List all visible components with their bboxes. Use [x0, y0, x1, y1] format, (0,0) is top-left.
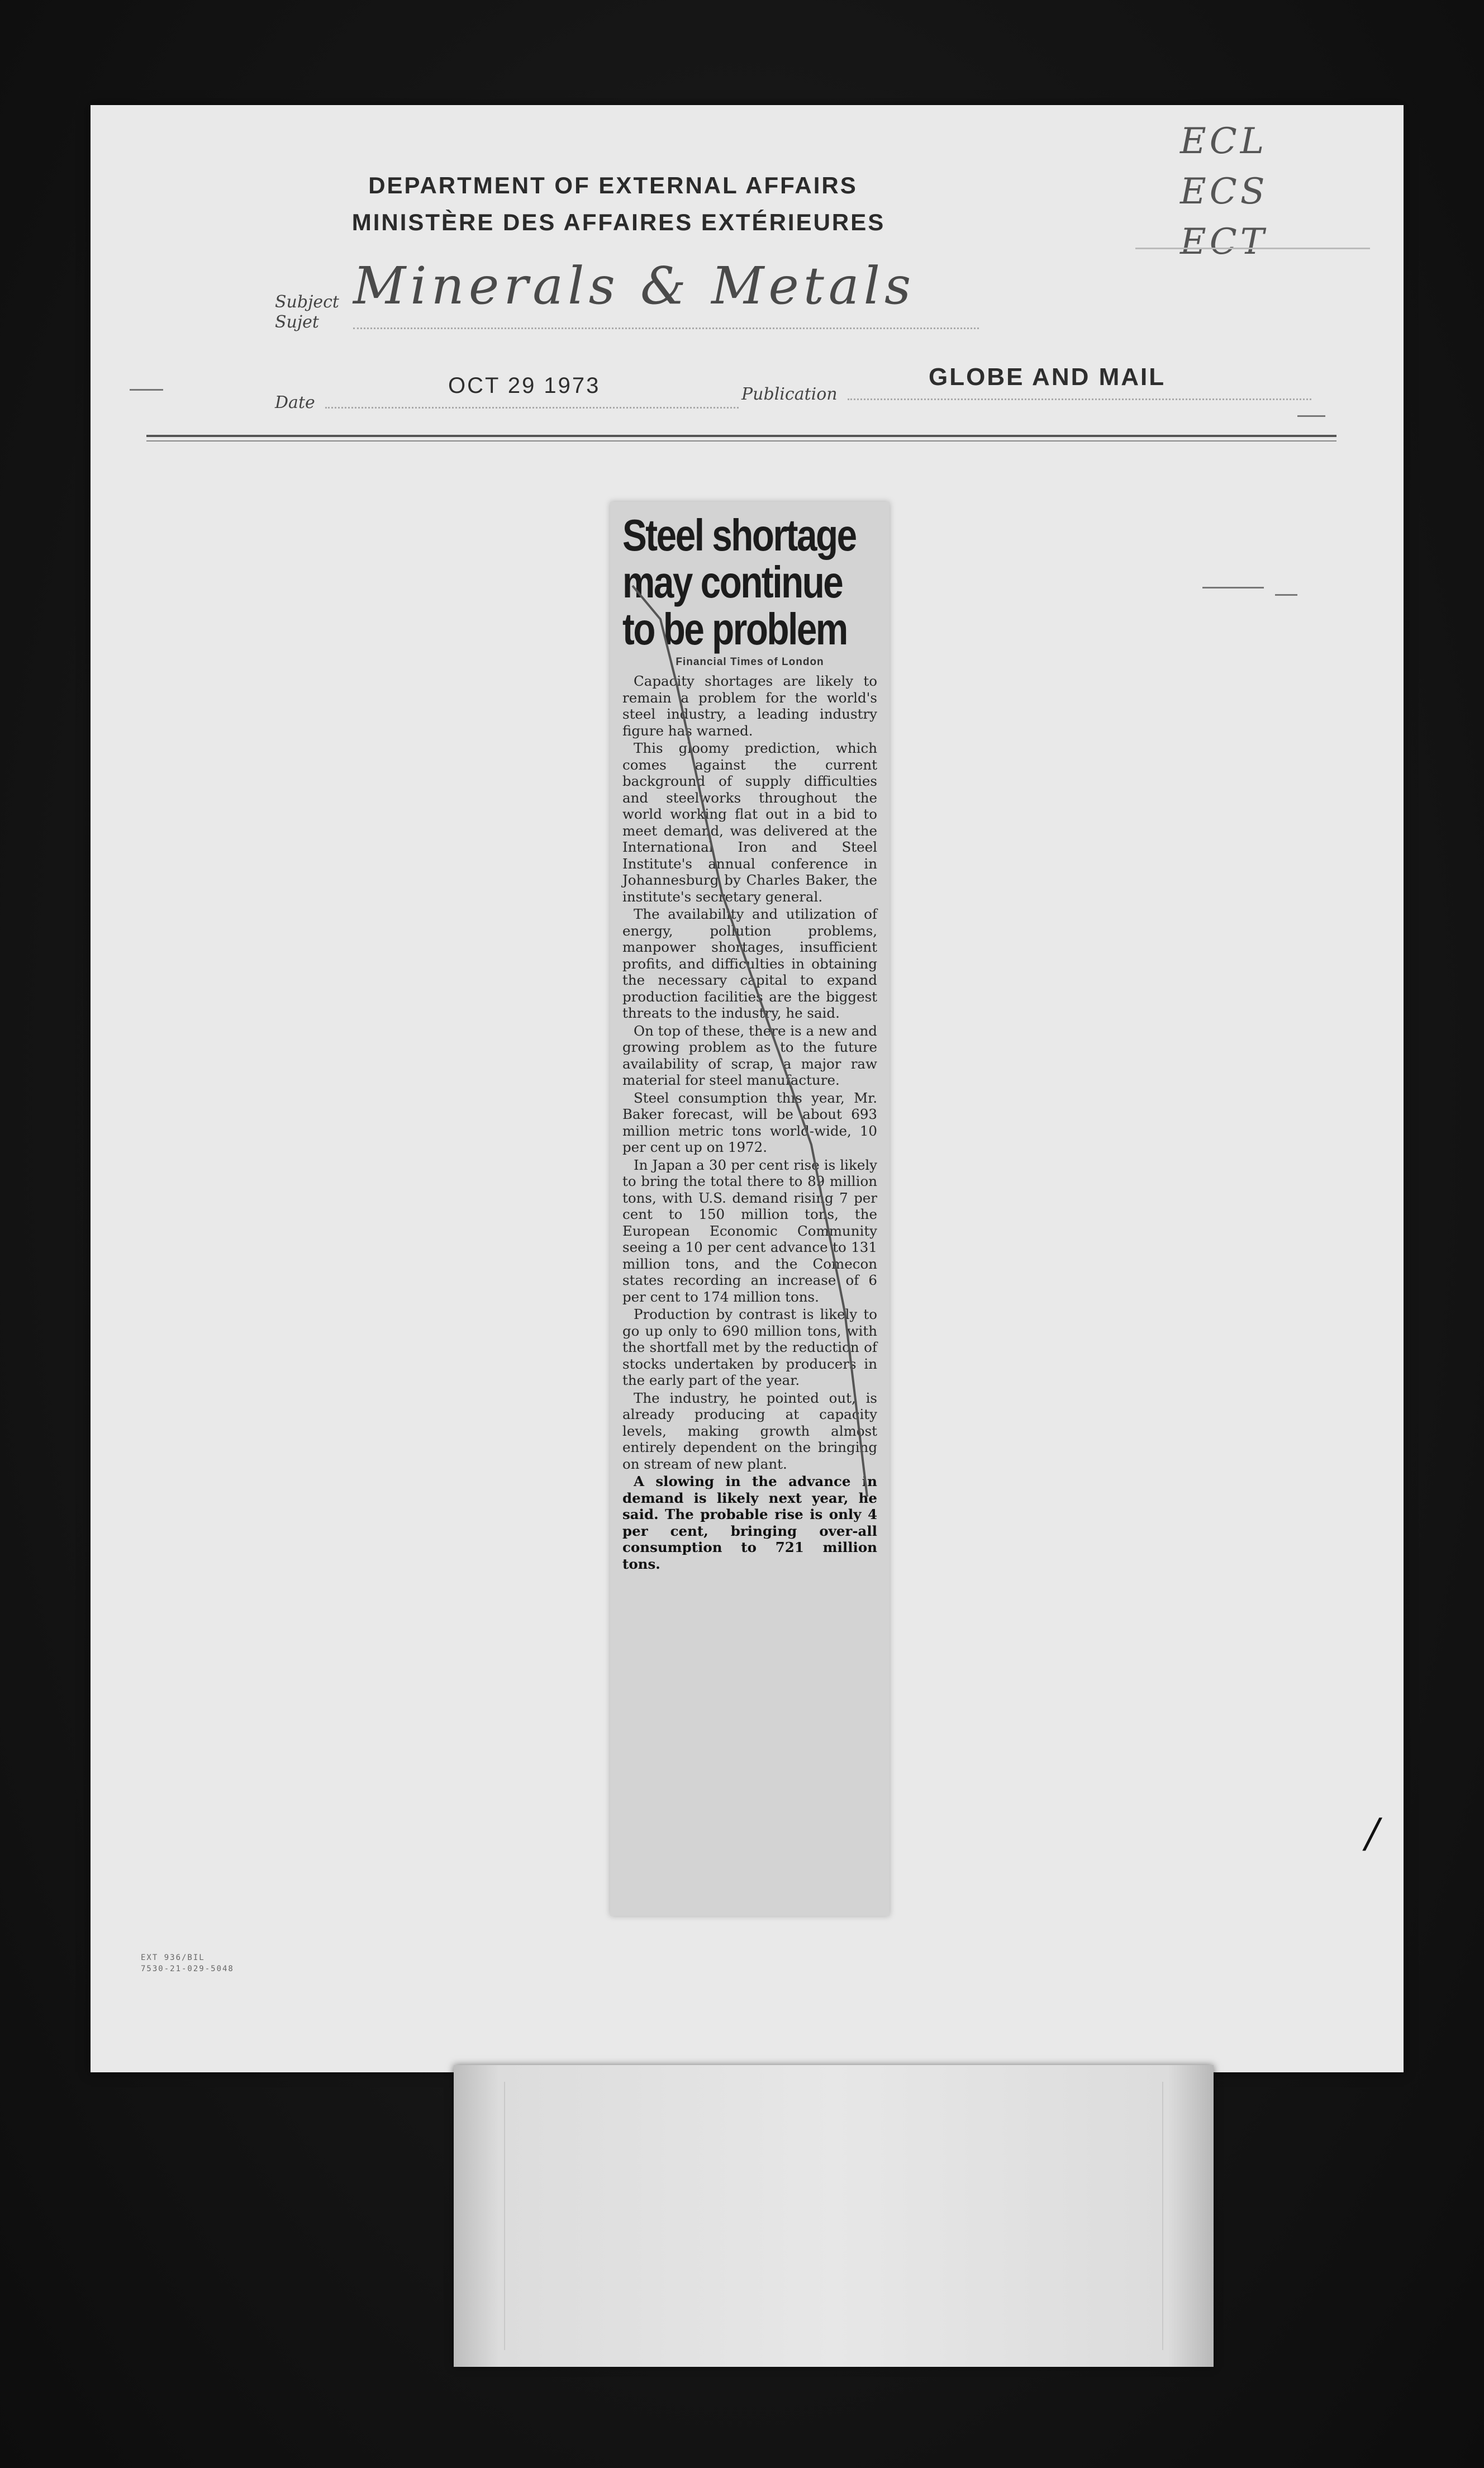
margin-tick-left [130, 389, 163, 391]
article-paragraph: Production by contrast is likely to go up only to 690 million tons, with the shortfall met by the reduction of stocks undertaken by producers in the early part of the year. [622, 1306, 877, 1388]
code-ecs: ECS [1180, 171, 1268, 212]
margin-tick-right-2 [1275, 594, 1297, 596]
article-paragraph: Capacity shortages are likely to remain a problem for the world's steel industry, a leading industry figure has warned. [622, 673, 877, 739]
subject-label-en: Subject [275, 292, 339, 312]
article-paragraph: Steel consumption this year, Mr. Baker forecast, will be about 693 million metric tons world-wide, 10 per cent up on 1972. [622, 1089, 877, 1155]
article-byline: Financial Times of London [676, 656, 824, 668]
date-value: OCT 29 1973 [448, 373, 601, 398]
form-code-line2: 7530-21-029-5048 [141, 1964, 234, 1973]
article-paragraph: A slowing in the advance in demand is likely next year, he said. The probable rise is only 4 per cent, bringing over-all consumption to 721 million tons. [622, 1473, 877, 1572]
article-paragraph: The industry, he pointed out, is already producing at capacity levels, making growth almost entirely dependent on the bringing on stream of new plant. [622, 1389, 877, 1472]
article-paragraph: In Japan a 30 per cent rise is likely to bring the total there to 89 million tons, with U.S. demand rising 7 per cent to 150 million tons, the European Economic Community seeing a 10 per cent advance to 131 million tons, and the Comecon states recording an increase of 6 per cent to 174 million tons. [622, 1156, 877, 1305]
publication-dotted-line [848, 398, 1311, 400]
form-code-line1: EXT 936/BIL [141, 1953, 205, 1962]
newspaper-clipping [610, 502, 890, 1916]
article-paragraph: On top of these, there is a new and growing problem as to the future availability of scrap, a major raw material for steel manufacture. [622, 1022, 877, 1088]
subject-label-fr: Sujet [275, 312, 319, 332]
article-headline: Steel shortage may continue to be problem [622, 510, 856, 654]
margin-tick-right [1297, 415, 1325, 417]
card-tab-inner [504, 2082, 1163, 2350]
form-code [141, 1952, 234, 1975]
subject-label [275, 292, 339, 333]
clipping-form-sheet [91, 105, 1404, 2072]
code-ecl: ECL [1180, 121, 1268, 162]
publication-value: GLOBE AND MAIL [929, 363, 1166, 391]
article-paragraph: The availability and utilization of energy, pollution problems, manpower shortages, insufficient profits, and difficulties in obtaining the necessary capital to expand production facilities are the biggest threats to the industry, he said. [622, 906, 877, 1021]
department-header [91, 172, 1404, 236]
card-tab [454, 2065, 1214, 2367]
codes-divider [1135, 248, 1370, 249]
date-dotted-line [325, 407, 739, 409]
code-ect: ECT [1180, 221, 1268, 263]
article-paragraph: This gloomy prediction, which comes against the current background of supply difficulties and steelworks throughout the world working flat out in a bid to meet demand, was delivered at the International Iron and Steel Institute's annual conference in Johannesburg by Charles Baker, the institute's secretary general. [622, 740, 877, 905]
department-name-fr: MINISTÈRE DES AFFAIRES EXTÉRIEURES [351, 209, 886, 235]
margin-tick-right-1 [1202, 587, 1264, 588]
header-rule-secondary [146, 440, 1336, 442]
subject-dotted-line [353, 328, 979, 329]
header-rule [146, 435, 1336, 437]
publication-label: Publication [741, 385, 838, 404]
subject-value: Minerals & Metals [353, 256, 916, 316]
margin-handwritten-mark: / [1366, 1810, 1380, 1857]
department-name-en: DEPARTMENT OF EXTERNAL AFFAIRS [368, 172, 858, 198]
date-label: Date [275, 393, 315, 412]
